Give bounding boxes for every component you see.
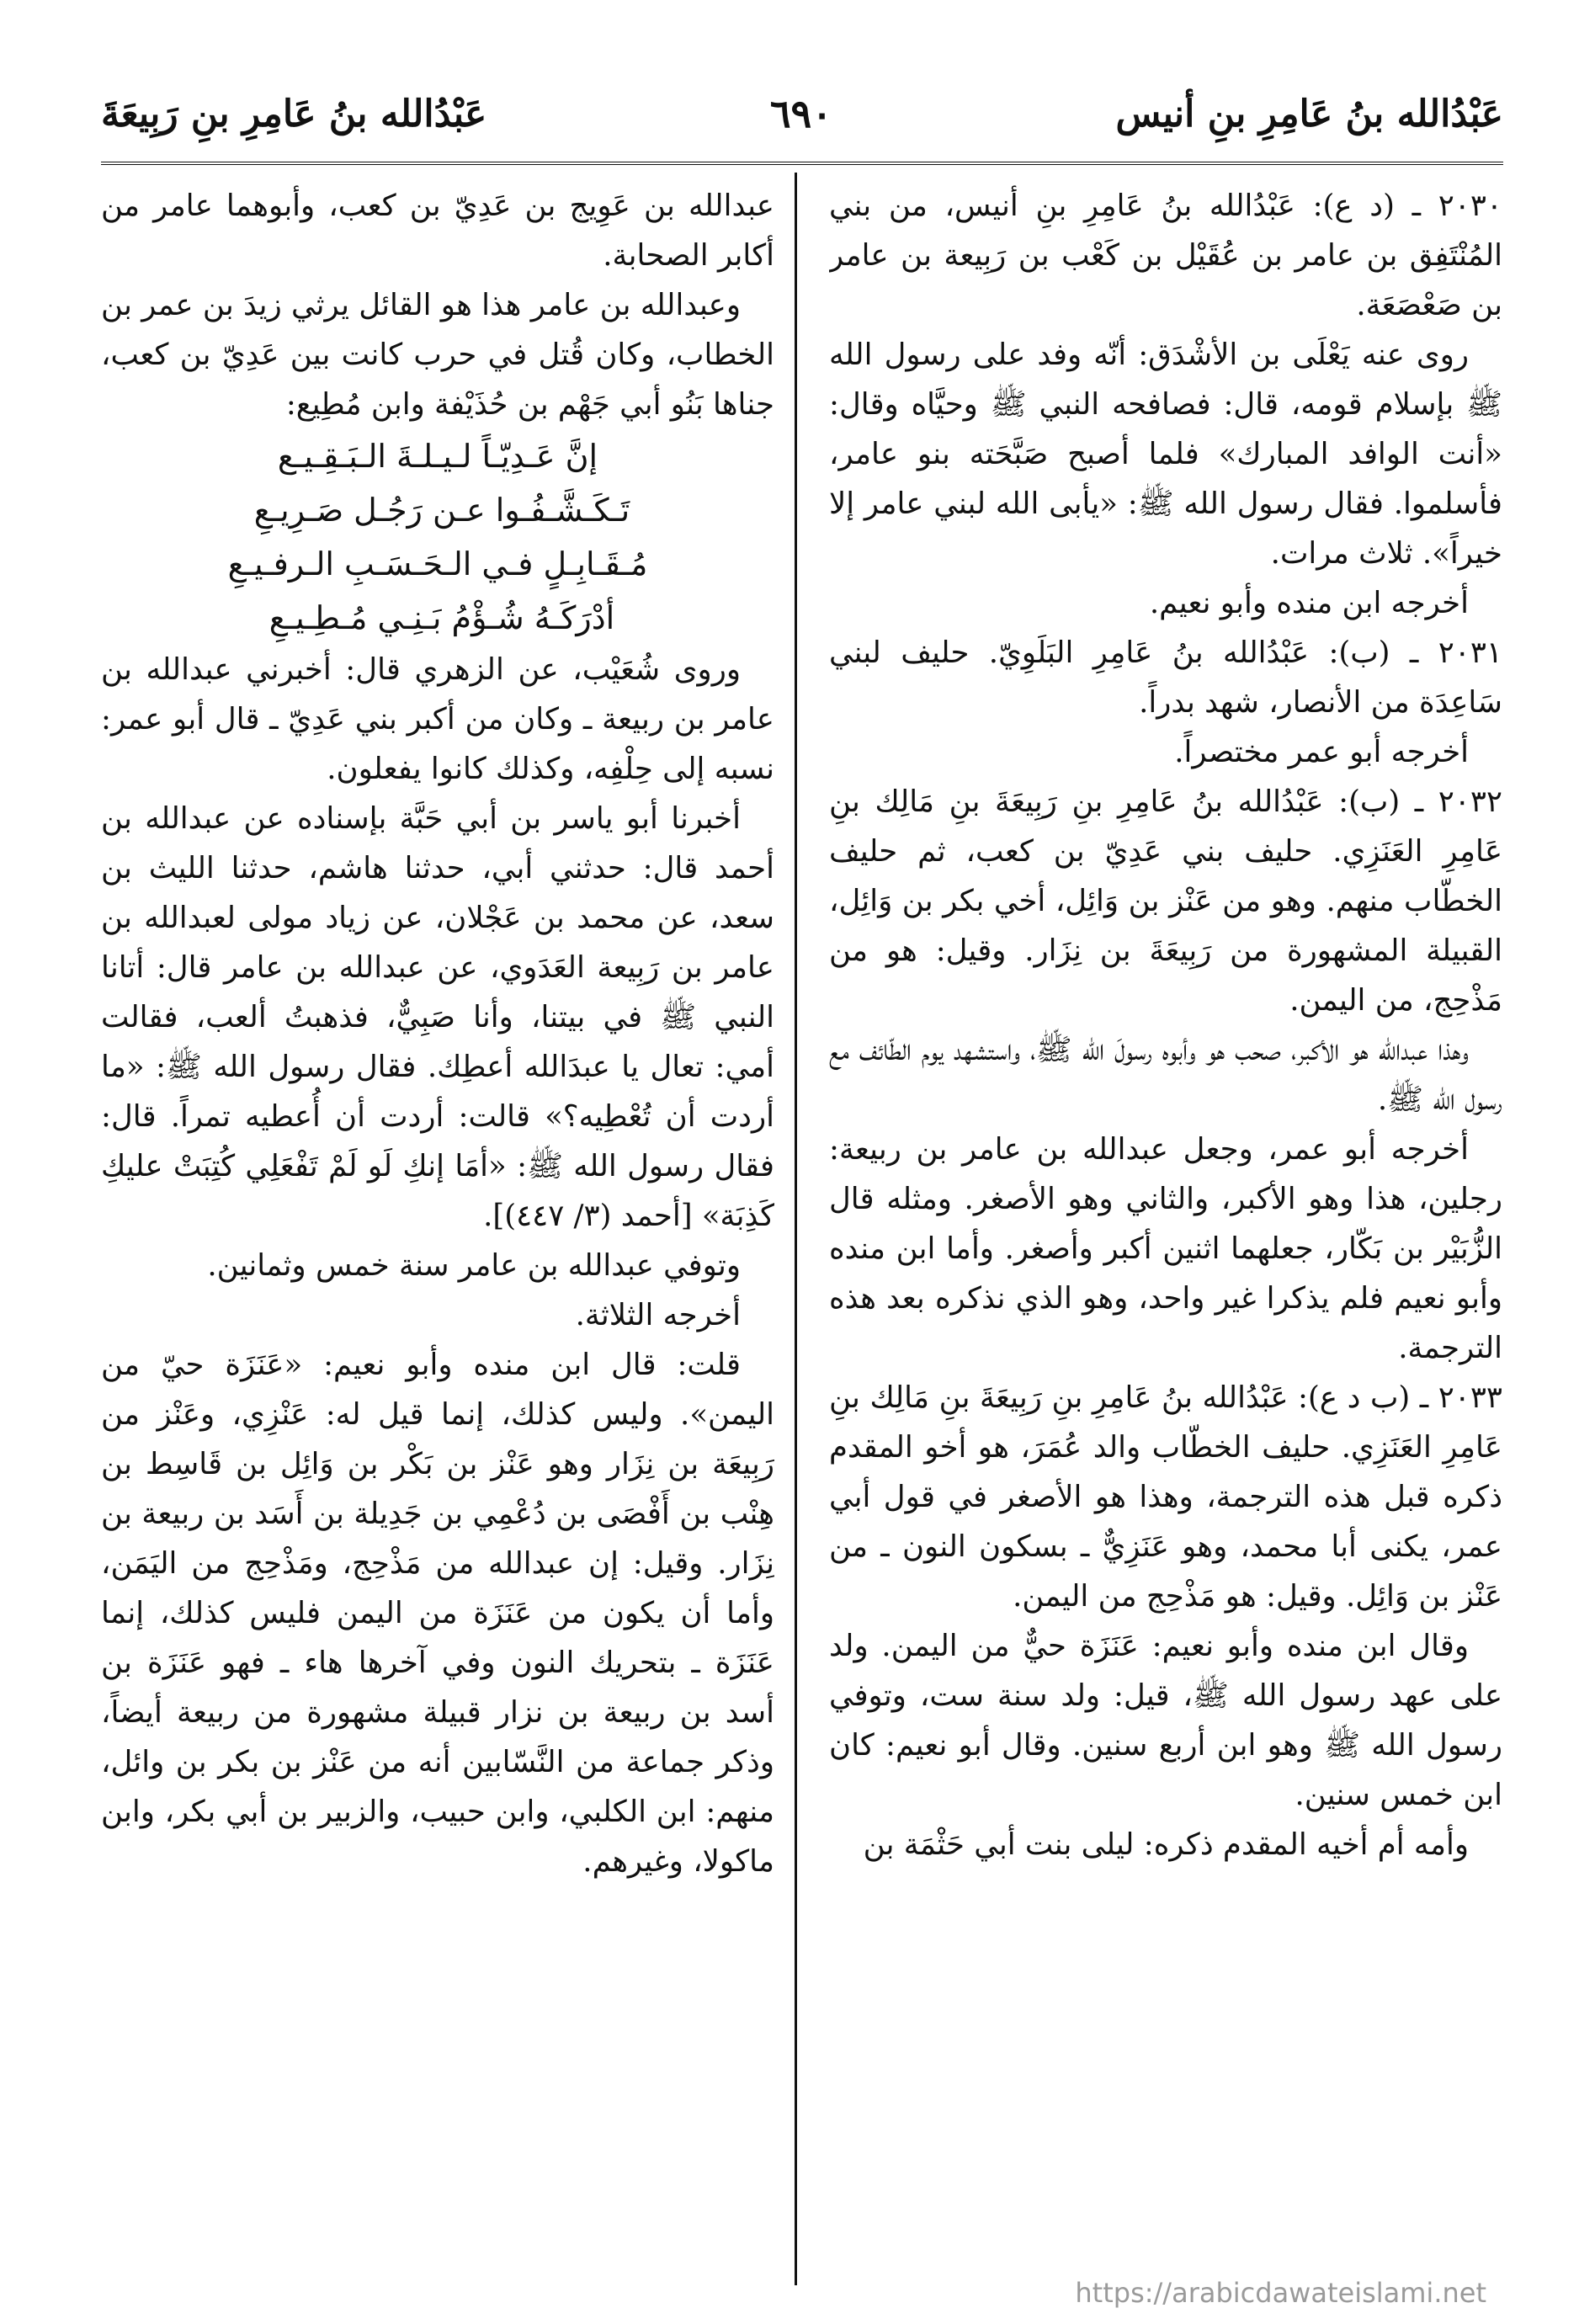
- header-right-title: عَبْدُالله بنُ عَامِرِ بنِ أنيس: [1115, 92, 1503, 136]
- entry-2032: ٢٠٣٢ ـ (ب): عَبْدُالله بنُ عَامِرِ بنِ رَبِيعَةَ بنِ مَالِك بنِ عَامِرِ العَنَزِي. حليف بني عَدِيّ بن كعب، ثم حليف الخطّاب منهم. وهو من عَنْز بن وَائِل، أخي بكر بن وَائِل، القبيلة المشهورة من رَبِيعَةَ بن نِزَار. وقيل: هو من مَذْحِج، من اليمن.: [829, 784, 1502, 1018]
- paragraph: وعبدالله بن عامر هذا هو القائل يرثي زيدَ بن عمر بن الخطاب، وكان قُتل في حرب كانت بين عَدِيّ بن كعب، جناها بَنُو أبي جَهْم بن حُذَيْفة وابن مُطِيع:: [101, 288, 774, 422]
- poem-verse: مُـقَـابِـلٍ فـي الـحَـسَـبِ الـرفـيـعِ: [227, 545, 648, 582]
- entry-2033: ٢٠٣٣ ـ (ب د ع): عَبْدُالله بنُ عَامِرِ بنِ رَبِيعَةَ بنِ مَالِك بنِ عَامِرِ العَنَزِي. حليف الخطّاب والد عُمَرَ، هو أخو المقدم ذكره قبل هذه الترجمة، وهذا هو الأصغر في قول أبي عمر، يكنى أبا محمد، وهو عَنَزِيٌّ ـ بسكون النون ـ من عَنْز بن وَائِل. وقيل: هو مَذْحِج من اليمن.: [829, 1380, 1502, 1614]
- entry-2030: ٢٠٣٠ ـ (د ع): عَبْدُالله بنُ عَامِرِ بنِ أنيس، من بني المُنْتَفِق بن عامر بن عُقَيْل بن كَعْب بن رَبِيعة بن عامر بن صَعْصَعَة.: [829, 189, 1502, 322]
- entry-2031: ٢٠٣١ ـ (ب): عَبْدُالله بنُ عَامِرِ البَلَوِيّ. حليف لبني سَاعِدَة من الأنصار، شهد بدراً.: [829, 636, 1502, 720]
- page-number: ٦٩٠: [769, 91, 832, 136]
- header-rule: [101, 162, 1503, 165]
- source-note: أخرجه الثلاثة.: [575, 1298, 741, 1332]
- paragraph: روى عنه يَعْلَى بن الأشْدَق: أنّه وفد على رسول الله ﷺ بإسلام قومه، قال: فصافحه النبي ﷺ وحيَّاه وقال: «أنت الوافد المبارك» فلما أصبح صَبَّحَته بنو عامر، فأسلموا. فقال رسول الله ﷺ: «يأبى الله لبني عامر إلا خيراً». ثلاث مرات.: [829, 338, 1502, 571]
- paragraph: أخرجه أبو عمر، وجعل عبدالله بن عامر بن ربيعة: رجلين، هذا وهو الأكبر، والثاني وهو الأصغر. ومثله قال الزُّبَيْر بن بَكّار، جعلهما اثنين أكبر وأصغر. وأما ابن منده وأبو نعيم فلم يذكرا غير واحد، وهو الذي نذكره بعد هذه الترجمة.: [829, 1132, 1502, 1365]
- poem-verse: إنَّ عَـدِيّـاً لـيـلـةَ الـبَـقِـيـع: [277, 438, 598, 475]
- source-note: أخرجه ابن منده وأبو نعيم.: [1149, 586, 1469, 620]
- paragraph: وقال ابن منده وأبو نعيم: عَنَزَة حيٌّ من اليمن. ولد على عهد رسول الله ﷺ، قيل: ولد سنة ست، وتوفي رسول الله ﷺ وهو ابن أربع سنين. وقال أبو نعيم: كان ابن خمس سنين.: [829, 1629, 1502, 1812]
- paragraph: وتوفي عبدالله بن عامر سنة خمس وثمانين.: [207, 1248, 741, 1283]
- column-divider: [795, 173, 797, 2285]
- poem-verse: تَـكَـشَّـفُـوا عـن رَجُـل صَـرِيـعِ: [253, 492, 630, 529]
- running-header: [101, 76, 1503, 152]
- watermark-url: https://arabicdawateislami.net: [1075, 2277, 1486, 2309]
- paragraph: قلت: قال ابن منده وأبو نعيم: «عَنَزَة حيّ من اليمن». وليس كذلك، إنما قيل له: عَنْزِي، وعَنْز من رَبِيعَة بن نِزَار وهو عَنْز بن بَكْر بن وَائِل بن قَاسِط بن هِنْب بن أَفْصَى بن دُعْمِي بن جَدِيلة بن أَسَد بن ربيعة بن نِزَار. وقيل: إن عبدالله من مَذْحِج، ومَذْحِج من اليَمَن، وأما أن يكون من عَنَزَة من اليمن فليس كذلك، إنما عَنَزَة ـ بتحريك النون وفي آخرها هاء ـ فهو عَنَزَة بن أسد بن ربيعة بن نزار قبيلة مشهورة من ربيعة أيضاً، وذكر جماعة من النَّسّابين أنه من عَنْز بن بكر بن وائل، منهم: ابن الكلبي، وابن حبيب، والزبير بن أبي بكر، وابن ماكولا، وغيرهم.: [101, 1348, 774, 1879]
- right-column: [829, 181, 1502, 2277]
- paragraph: عبدالله بن عَوِيج بن عَدِيّ بن كعب، وأبوهما عامر من أكابر الصحابة.: [101, 189, 774, 273]
- poem-verse: أدْرَكَـهُ شُـؤْمُ بَـنِـي مُـطِـيـعِ: [268, 599, 615, 636]
- paragraph: وأمه أم أخيه المقدم ذكره: ليلى بنت أبي حَثْمَة بن: [863, 1827, 1469, 1862]
- source-note: أخرجه أبو عمر مختصراً.: [1174, 735, 1469, 769]
- paragraph: وهذا عبدالله هو الأكبر، صحب هو وأبوه رسولَ الله ﷺ، واستشهد يوم الطّائف مع رسول الله ﷺ.: [829, 1033, 1502, 1117]
- paragraph: وروى شُعَيْب، عن الزهري قال: أخبرني عبدالله بن عامر بن ربيعة ـ وكان من أكبر بني عَدِيّ ـ قال أبو عمر: نسبه إلى حِلْفِه، وكذلك كانوا يفعلون.: [101, 652, 774, 786]
- left-column: [101, 181, 774, 2277]
- paragraph: أخبرنا أبو ياسر بن أبي حَبَّة بإسناده عن عبدالله بن أحمد قال: حدثني أبي، حدثنا هاشم، حدثنا الليث بن سعد، عن محمد بن عَجْلان، عن زياد مولى لعبدالله بن عامر بن رَبِيعة العَدَوي، عن عبدالله بن عامر قال: أتانا النبي ﷺ في بيتنا، وأنا صَبِيٌّ، فذهبتُ ألعب، فقالت أمي: تعال يا عبدَالله أعطِك. فقال رسول الله ﷺ: «ما أردت أن تُعْطِيه؟» قالت: أردت أن أُعطيه تمراً. قال: فقال رسول الله ﷺ: «أمَا إنكِ لَو لَمْ تَفْعَلِي كُتِبَتْ عليكِ كَذِبَة» [أحمد (٣/ ٤٤٧)].: [101, 801, 774, 1233]
- header-left-title: عَبْدُالله بنُ عَامِرِ بنِ رَبِيعَةَ: [101, 92, 487, 136]
